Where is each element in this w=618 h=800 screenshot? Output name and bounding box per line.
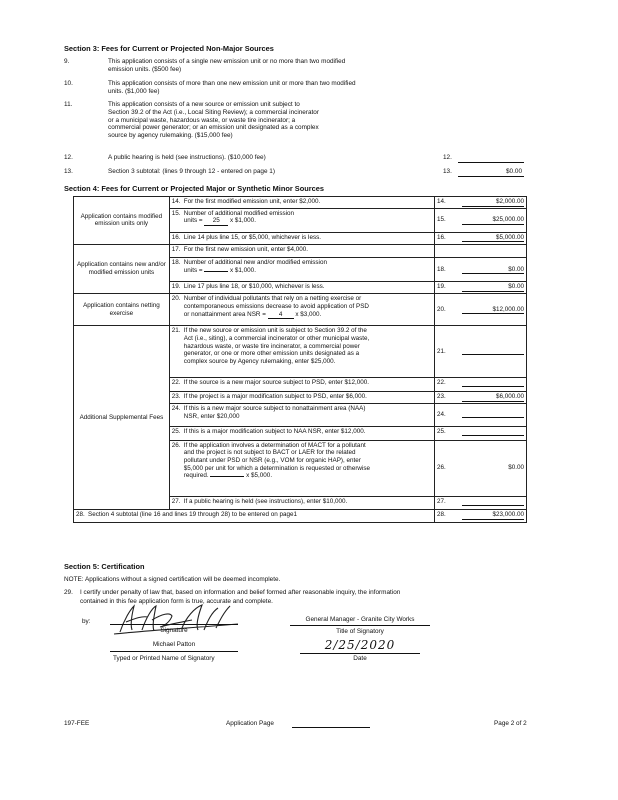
line-26-amount: $0.00 xyxy=(508,464,524,472)
table-row: 18. Number of additional new and/or modified emission units = x $1,000. 18. $0.00 xyxy=(74,258,527,282)
line-17-amount xyxy=(462,246,524,254)
page-number: Page 2 of 2 xyxy=(494,720,527,727)
line-number: 13. xyxy=(443,168,452,175)
line-28-amount: $23,000.00 xyxy=(462,511,524,520)
line-22-amount xyxy=(462,379,524,387)
table-row: Application contains modified emission units only 14. For the first modified emission unit, enter $2,000. 14. $2,000.00 xyxy=(74,197,527,209)
certification-text: contained in this fee application form is true, accurate and complete. xyxy=(80,598,273,605)
line-20-amount: $12,000.00 xyxy=(462,306,524,315)
item-number: 10. xyxy=(64,80,73,87)
signature-label: Signature xyxy=(160,627,188,634)
section5-title: Section 5: Certification xyxy=(64,562,145,571)
category-modified: Application contains modified emission units only xyxy=(74,197,170,245)
table-row: 23. If the project is a major modification subject to PSD, enter $6,000. 23. $6,000.00 xyxy=(74,392,527,404)
category-additional: Additional Supplemental Fees xyxy=(74,326,170,510)
table-row: 25. If this is a major modification subject to NAA NSR, enter $12,000. 25. xyxy=(74,427,527,441)
application-page-field[interactable] xyxy=(292,727,370,728)
line-19-amount: $0.00 xyxy=(462,283,524,292)
item-text: units. ($1,000 fee) xyxy=(108,87,160,95)
table-row: 16. Line 14 plus line 15, or $5,000, whichever is less. 16. $5,000.00 xyxy=(74,232,527,244)
signatory-title: General Manager - Granite City Works xyxy=(305,616,415,623)
table-row: 22. If the source is a new major source subject to PSD, enter $12,000. 22. xyxy=(74,378,527,392)
item-text: A public hearing is held (see instructions). ($10,000 fee) xyxy=(108,154,266,161)
new-units-count[interactable] xyxy=(204,271,228,272)
date-label: Date xyxy=(353,655,367,662)
table-row: Application contains new and/or modified emission units 17. For the first new emission unit, enter $4,000. xyxy=(74,244,527,258)
line-27-amount xyxy=(462,498,524,506)
signature-line[interactable] xyxy=(110,624,238,625)
certification-number: 29. xyxy=(64,589,73,596)
typed-name-label: Typed or Printed Name of Signatory xyxy=(113,655,215,662)
line-14-amount: $2,000.00 xyxy=(462,198,524,207)
form-id: 197-FEE xyxy=(64,720,90,727)
item-number: 11. xyxy=(64,101,73,108)
item-text: or a municipal waste, hazardous waste, or waste tire incinerator; a xyxy=(108,116,296,124)
item-text: Section 3 subtotal: (lines 9 through 12 - entered on page 1) xyxy=(108,168,275,175)
line-15-amount: $25,000.00 xyxy=(462,216,524,225)
category-netting: Application contains netting exercise xyxy=(74,294,170,326)
table-row: 26. If the application involves a determination of MACT for a pollutant and the project is not subject to BACT or LAER for the related pollutant under PSD or NSR (e.g., VOM for organic HAP), enter $5,000 per unit for which a determination is requested or otherwise required. x $5,000. 26. $0.00 xyxy=(74,440,527,496)
item-text: This application consists of more than one new emission unit or more than two modified xyxy=(108,80,356,87)
line-18-amount: $0.00 xyxy=(462,266,524,275)
title-line xyxy=(290,625,430,626)
table-row: Application contains netting exercise 20. Number of individual pollutants that rely on a netting exercise or contemporaneous emissions decrease to avoid application of PSD or nonattainment area NSR = 4 x $3,000. 20. $12,000.00 xyxy=(74,294,527,326)
item-number: 13. xyxy=(64,168,73,175)
table-row: 27. If a public hearing is held (see instructions), enter $10,000. 27. xyxy=(74,496,527,510)
section3-title: Section 3: Fees for Current or Projected Non-Major Sources xyxy=(64,44,274,53)
modified-units-count[interactable]: 25 xyxy=(204,217,228,226)
section4-title: Section 4: Fees for Current or Projected Major or Synthetic Minor Sources xyxy=(64,184,324,193)
mact-units-count[interactable] xyxy=(210,476,244,477)
line-13-amount[interactable]: $0.00 xyxy=(458,168,524,177)
item-text: source by agency rulemaking. ($15,000 fee) xyxy=(108,132,233,140)
item-text: Section 39.2 of the Act (i.e., Local Siting Review); a commercial incinerator xyxy=(108,108,319,116)
item-text: This application consists of a single new emission unit or no more than two modified xyxy=(108,58,346,65)
line-21-amount xyxy=(462,347,524,355)
line-24-amount xyxy=(462,410,524,418)
line-25-amount xyxy=(462,428,524,436)
date-line xyxy=(300,653,420,654)
table-row: Additional Supplemental Fees 21. If the new source or emission unit is subject to Section 39.2 of the Act (i.e., siting), a commercial incinerator or other municipal waste, hazardous waste, or waste tire incinerator, a commercial power generator, or one or more other emission units designated as a complex source by Agency rulemaking, enter $25,000. 21. xyxy=(74,326,527,378)
item-number: 12. xyxy=(64,154,73,161)
item-text: This application consists of a new source or emission unit subject to xyxy=(108,101,300,108)
table-row: 15. Number of additional modified emission units = 25 x $1,000. 15. $25,000.00 xyxy=(74,208,527,232)
pollutants-count[interactable]: 4 xyxy=(268,311,294,320)
application-page-label: Application Page xyxy=(226,720,274,727)
line-12-amount[interactable] xyxy=(458,154,524,163)
line-16-amount: $5,000.00 xyxy=(462,234,524,243)
title-label: Title of Signatory xyxy=(336,628,384,635)
item-text: commercial power generator; or an emission unit designated as a complex xyxy=(108,124,319,132)
certification-text: I certify under penalty of law that, based on information and belief formed after reasonable inquiry, the information xyxy=(80,589,401,596)
signer-name: Michael Patton xyxy=(152,641,196,648)
by-label: by: xyxy=(82,618,91,625)
table-row: 24. If this is a new major source subject to nonattainment area (NAA) NSR, enter $20,000 24. xyxy=(74,404,527,427)
table-row: 19. Line 17 plus line 18, or $10,000, whichever is less. 19. $0.00 xyxy=(74,282,527,294)
table-row: 28. Section 4 subtotal (line 16 and lines 19 through 28) to be entered on page1 28. $23,000.00 xyxy=(74,510,527,523)
category-new: Application contains new and/or modified emission units xyxy=(74,244,170,294)
item-text: emission units. ($500 fee) xyxy=(108,65,182,73)
item-number: 9. xyxy=(64,58,70,65)
line-number: 12. xyxy=(443,154,452,161)
certification-note: NOTE: Applications without a signed certification will be deemed incomplete. xyxy=(64,576,281,583)
name-line xyxy=(110,651,238,652)
line-23-amount: $6,000.00 xyxy=(462,393,524,402)
fees-table xyxy=(73,196,527,523)
signature-date: 2/25/2020 xyxy=(324,638,396,652)
